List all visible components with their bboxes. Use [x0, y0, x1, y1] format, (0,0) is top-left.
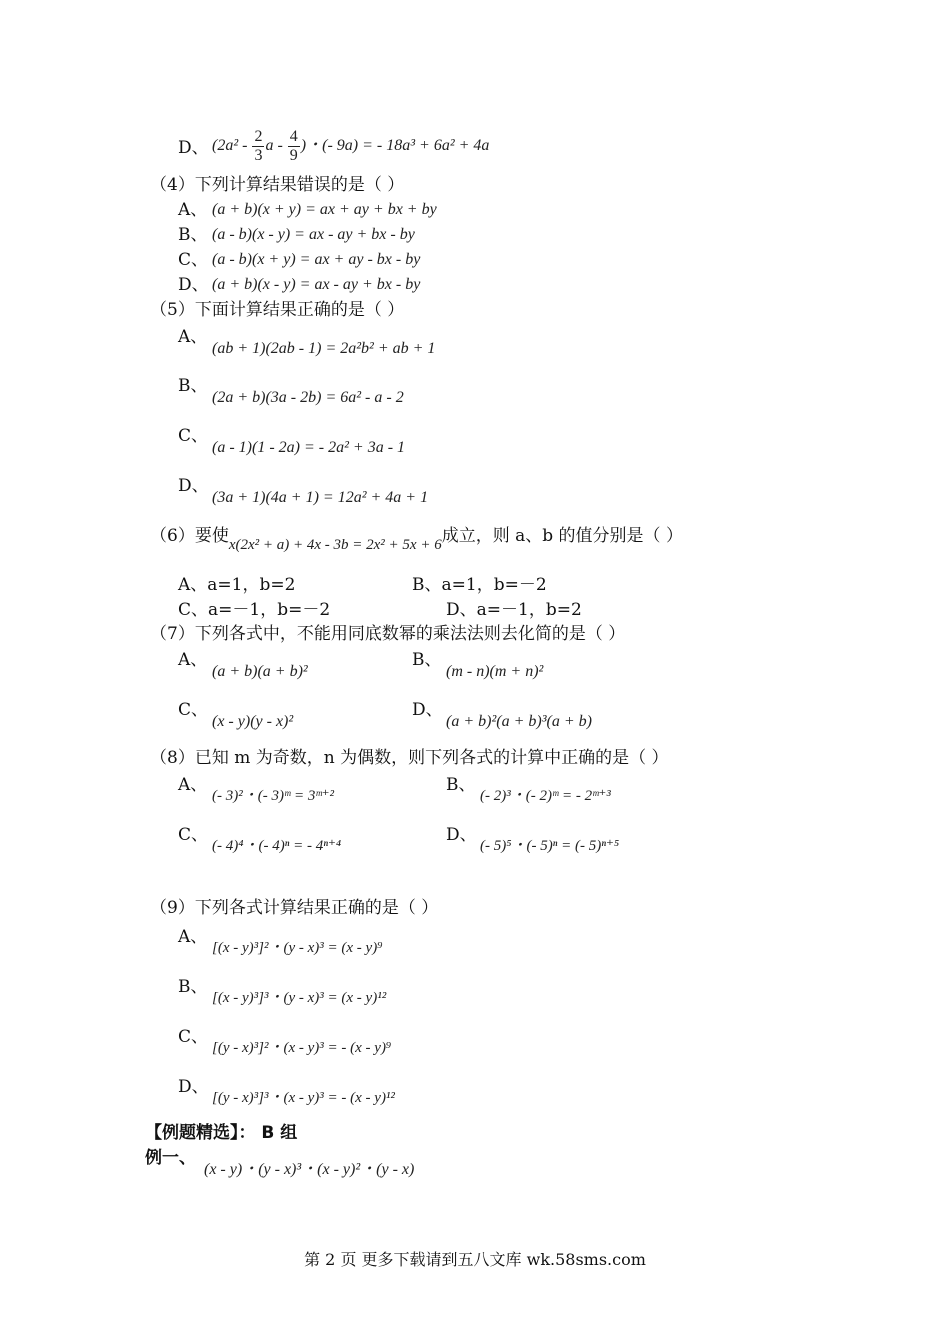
question-8: （8）已知 m 为奇数，n 为偶数，则下列各式的计算中正确的是（ ） — [150, 748, 669, 768]
fraction-denominator: 9 — [289, 146, 298, 164]
q6-option-c: C、a=－1，b=－2 — [178, 600, 331, 620]
q6-option-d: D、a=－1，b=2 — [446, 600, 582, 620]
q8-option-c: (- 4)⁴・(- 4)ⁿ = - 4ⁿ⁺⁴ — [212, 838, 342, 854]
q9-option-c: [(y - x)³]²・(x - y)³ = - (x - y)⁹ — [212, 1040, 392, 1056]
q8-option-a: (- 3)²・(- 3)ᵐ = 3ᵐ⁺² — [212, 788, 335, 804]
q6-option-b: B、a=1，b=－2 — [412, 575, 547, 595]
q9-option-a: [(x - y)³]²・(y - x)³ = (x - y)⁹ — [212, 940, 383, 956]
q8-option-c-label: C、 — [178, 825, 209, 845]
q8-option-b-label: B、 — [446, 775, 476, 795]
q6-option-a: A、a=1，b=2 — [178, 575, 296, 595]
q6-suffix: 成立，则 a、b 的值分别是（ ） — [441, 526, 683, 546]
q3d-pre: (2a² - — [212, 136, 252, 154]
fraction-numerator: 2 — [254, 128, 263, 145]
q9-option-d: [(y - x)³]³・(x - y)³ = - (x - y)¹² — [212, 1090, 395, 1106]
q9-option-b-label: B、 — [178, 977, 208, 997]
q7-option-c-label: C、 — [178, 700, 209, 720]
q7-option-b: (m - n)(m + n)² — [446, 663, 544, 680]
q6-prefix: （6）要使 — [150, 526, 229, 546]
q7-option-a: (a + b)(a + b)² — [212, 663, 308, 680]
q9-option-c-label: C、 — [178, 1027, 209, 1047]
q5-option-d-label: D、 — [178, 476, 209, 496]
q4-option-c-label: C、 — [178, 250, 209, 270]
example-1-label: 例一、 — [145, 1148, 196, 1168]
example-1-expression: (x - y)・(y - x)³・(x - y)²・(y - x) — [204, 1161, 415, 1178]
q7-option-d-label: D、 — [412, 700, 443, 720]
q4-option-c: (a - b)(x + y) = ax + ay - bx - by — [212, 251, 421, 268]
q9-option-b: [(x - y)³]³・(y - x)³ = (x - y)¹² — [212, 990, 387, 1006]
q5-option-b: (2a + b)(3a - 2b) = 6a² - a - 2 — [212, 389, 404, 406]
q8-option-a-label: A、 — [178, 775, 208, 795]
q8-option-d: (- 5)⁵・(- 5)ⁿ = (- 5)ⁿ⁺⁵ — [480, 838, 620, 854]
q5-option-a-label: A、 — [178, 327, 208, 347]
q5-option-d: (3a + 1)(4a + 1) = 12a² + 4a + 1 — [212, 489, 429, 506]
page-footer: 第 2 页 更多下载请到五八文库 wk.58sms.com — [304, 1250, 646, 1269]
q5-option-c: (a - 1)(1 - 2a) = - 2a² + 3a - 1 — [212, 439, 406, 456]
q3d-post: )・(- 9a) = - 18a³ + 6a² + 4a — [300, 136, 490, 154]
q7-option-c: (x - y)(y - x)² — [212, 713, 294, 730]
q4-option-a: (a + b)(x + y) = ax + ay + bx + by — [212, 201, 437, 218]
section-heading: 【例题精选】： B 组 — [145, 1123, 298, 1143]
q8-option-d-label: D、 — [446, 825, 477, 845]
q3d-fraction-1 — [252, 128, 264, 164]
q4-option-d: (a + b)(x - y) = ax - ay + bx - by — [212, 276, 421, 293]
q9-option-a-label: A、 — [178, 927, 208, 947]
q3-option-d-formula — [212, 128, 489, 164]
q4-option-b: (a - b)(x - y) = ax - ay + bx - by — [212, 226, 415, 243]
q7-option-b-label: B、 — [412, 650, 442, 670]
q3d-mid: a - — [265, 136, 287, 154]
q5-option-b-label: B、 — [178, 376, 208, 396]
q7-option-a-label: A、 — [178, 650, 208, 670]
q9-option-d-label: D、 — [178, 1077, 209, 1097]
q8-option-b: (- 2)³・(- 2)ᵐ = - 2ᵐ⁺³ — [480, 788, 611, 804]
fraction-numerator: 4 — [289, 128, 298, 145]
q6-equation: x(2x² + a) + 4x - 3b = 2x² + 5x + 6 — [228, 537, 442, 553]
question-4: （4）下列计算结果错误的是（ ） — [150, 175, 405, 195]
q5-option-a: (ab + 1)(2ab - 1) = 2a²b² + ab + 1 — [212, 340, 436, 357]
q3-option-d-label: D、 — [178, 138, 209, 158]
q4-option-a-label: A、 — [178, 200, 208, 220]
question-9: （9）下列各式计算结果正确的是（ ） — [150, 898, 439, 918]
q5-option-c-label: C、 — [178, 426, 209, 446]
q7-option-d: (a + b)²(a + b)³(a + b) — [446, 713, 592, 730]
question-5: （5）下面计算结果正确的是（ ） — [150, 300, 405, 320]
fraction-denominator: 3 — [254, 146, 263, 164]
q4-option-b-label: B、 — [178, 225, 208, 245]
q4-option-d-label: D、 — [178, 275, 209, 295]
question-7: （7）下列各式中，不能用同底数幂的乘法法则去化简的是（ ） — [150, 624, 626, 644]
q3d-fraction-2 — [288, 128, 300, 164]
question-6 — [150, 526, 683, 553]
